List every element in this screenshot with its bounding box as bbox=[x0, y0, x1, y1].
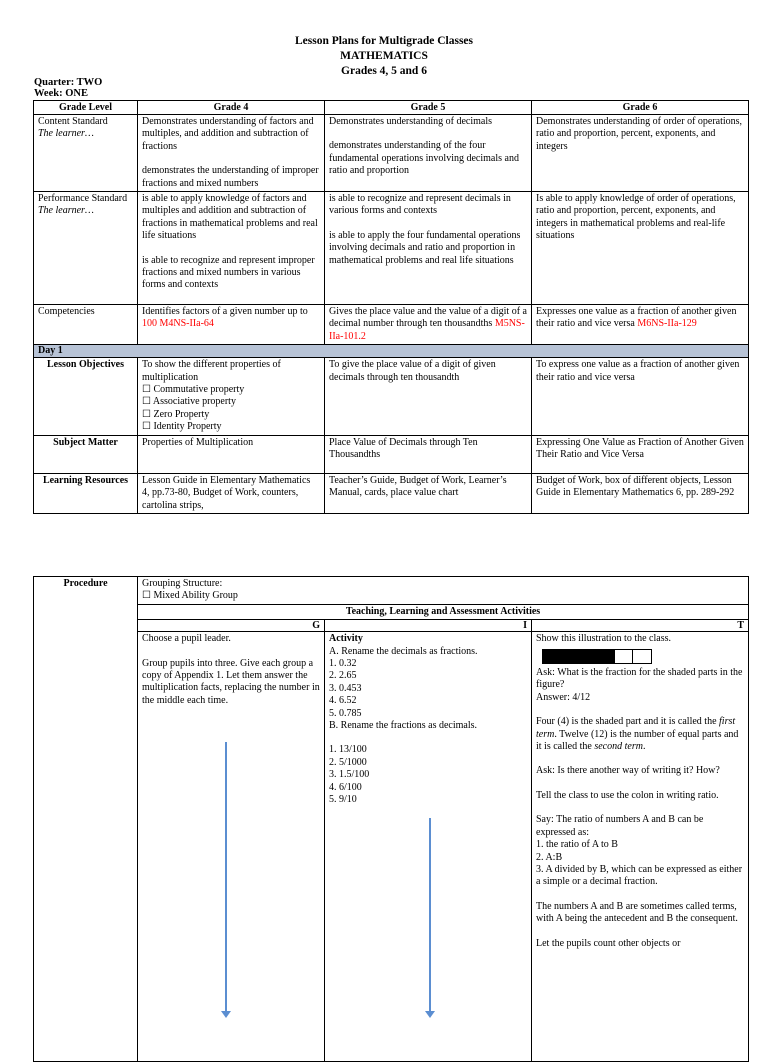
row-label-text: Performance Standard bbox=[38, 193, 128, 205]
text-run: Four (4) is the shaded part and it is called the bbox=[536, 716, 720, 728]
g-paragraph: Group pupils into three. Give each group a copy of Appendix 1. Let them answer the multiplication facts, replacing the number in the middle each time. bbox=[142, 657, 320, 706]
resources-g5: Teacher’s Guide, Budget of Work, Learner’s Manual, cards, place value chart bbox=[325, 473, 532, 513]
list-item: 1. 13/100 bbox=[329, 744, 367, 756]
subject-matter-g5: Place Value of Decimals through Ten Thousandths bbox=[325, 435, 532, 473]
objective-item bbox=[142, 421, 320, 433]
list-item: 1. 0.32 bbox=[329, 658, 357, 670]
competencies-g5 bbox=[325, 305, 532, 345]
cell-text: Demonstrates understanding of factors and multiples, and addition and subtraction of fractions bbox=[142, 116, 314, 152]
cell-text: Expresses one value as a fraction of another given their ratio and vice versa bbox=[536, 306, 737, 330]
resources-row bbox=[34, 473, 749, 513]
content-standard-g6 bbox=[532, 115, 749, 192]
procedure-table bbox=[33, 576, 749, 1062]
unshaded-cell bbox=[615, 650, 633, 663]
checkbox-icon: ☐ bbox=[142, 384, 151, 396]
competency-code: M5NS-IIa-101.2 bbox=[329, 318, 525, 342]
subject-matter-g4: Properties of Multiplication bbox=[138, 435, 325, 473]
down-arrow-icon bbox=[225, 742, 227, 1012]
performance-standard-label bbox=[34, 192, 138, 305]
objective-item bbox=[142, 409, 320, 421]
shaded-cell bbox=[579, 650, 597, 663]
text-run-italic: first term bbox=[536, 716, 736, 740]
activities-row bbox=[34, 632, 749, 1062]
activities-title: Teaching, Learning and Assessment Activities bbox=[138, 604, 749, 619]
header-grade-6: Grade 6 bbox=[532, 101, 749, 115]
cell-text: Demonstrates understanding of order of operations, ratio and proportion, percent, exponents, and integers bbox=[536, 116, 743, 152]
performance-standard-row bbox=[34, 192, 749, 305]
objective-item bbox=[142, 384, 320, 396]
competency-code: M6NS-IIa-129 bbox=[637, 318, 697, 330]
t-paragraph bbox=[536, 716, 744, 753]
subject-matter-g6: Expressing One Value as Fraction of Another Given Their Ratio and Vice Versa bbox=[532, 435, 749, 473]
grouping-item bbox=[142, 590, 744, 602]
header-title: Lesson Plans for Multigrade Classes bbox=[294, 35, 474, 47]
objectives-g5: To give the place value of a digit of given decimals through ten thousandth bbox=[325, 358, 532, 435]
objective-item-text: Zero Property bbox=[153, 408, 210, 420]
week-label: Week: ONE bbox=[34, 88, 88, 99]
objectives-label: Lesson Objectives bbox=[34, 358, 138, 435]
day-label: Day 1 bbox=[34, 345, 749, 358]
quarter-label: Quarter: TWO bbox=[34, 77, 103, 88]
list-item: 2. 2.65 bbox=[329, 670, 357, 682]
column-i-label: I bbox=[325, 620, 532, 632]
list-item: 5. 9/10 bbox=[329, 794, 357, 806]
grouping-cell bbox=[138, 577, 749, 605]
t-paragraph: Say: The ratio of numbers A and B can be expressed as: bbox=[536, 814, 704, 838]
competencies-row bbox=[34, 305, 749, 345]
competency-code: 100 M4NS-IIa-64 bbox=[142, 318, 214, 330]
text-run: . Twelve (12) is the number of equal parts and it is called the bbox=[536, 728, 739, 753]
objectives-g4 bbox=[138, 358, 325, 435]
content-standard-g5 bbox=[325, 115, 532, 192]
standards-table bbox=[33, 100, 749, 514]
subject-matter-row bbox=[34, 435, 749, 473]
fraction-illustration bbox=[542, 649, 652, 664]
objective-item-text: Commutative property bbox=[153, 384, 245, 396]
text-run: . bbox=[642, 741, 646, 753]
cell-text: demonstrates the understanding of improper fractions and mixed numbers bbox=[142, 165, 319, 189]
cell-text: is able to recognize and represent decimals in various forms and contexts bbox=[329, 193, 511, 217]
competencies-label: Competencies bbox=[34, 305, 138, 345]
competencies-g4 bbox=[138, 305, 325, 345]
content-standard-row bbox=[34, 115, 749, 192]
content-standard-label bbox=[34, 115, 138, 192]
header-subject: MATHEMATICS bbox=[340, 50, 428, 62]
t-question: Ask: Is there another way of writing it? How? bbox=[536, 765, 720, 777]
list-item: 5. 0.785 bbox=[329, 707, 362, 719]
shaded-cell bbox=[597, 650, 615, 663]
competencies-g6 bbox=[532, 305, 749, 345]
content-standard-g4 bbox=[138, 115, 325, 192]
list-item: 2. A:B bbox=[536, 851, 563, 863]
column-g-label: G bbox=[138, 620, 325, 632]
down-arrow-icon bbox=[429, 818, 431, 1012]
performance-standard-g5 bbox=[325, 192, 532, 305]
table-header-row bbox=[34, 101, 749, 115]
cell-text: is able to apply knowledge of factors and multiples and addition and subtraction of fractions in mathematical problems and real life situations bbox=[142, 193, 318, 242]
header-grade-5: Grade 5 bbox=[325, 101, 532, 115]
grouping-row bbox=[34, 577, 749, 605]
shaded-cell bbox=[561, 650, 579, 663]
cell-text: Demonstrates understanding of decimals bbox=[329, 116, 493, 127]
list-item: 3. 0.453 bbox=[329, 682, 362, 694]
shaded-cell bbox=[543, 650, 561, 663]
performance-standard-g4 bbox=[138, 192, 325, 305]
activity-part-b: B. Rename the fractions as decimals. bbox=[329, 720, 478, 732]
checkbox-icon: ☐ bbox=[142, 590, 151, 602]
performance-standard-g6 bbox=[532, 192, 749, 305]
cell-text: is able to apply the four fundamental operations involving decimals and ratio and proportion in mathematical problems and real life situations bbox=[329, 229, 521, 266]
t-paragraph: The numbers A and B are sometimes called terms, with A being the antecedent and B the consequent. bbox=[536, 900, 738, 925]
day-row bbox=[34, 345, 749, 358]
activities-title-row bbox=[34, 604, 749, 619]
header-grades: Grades 4, 5 and 6 bbox=[341, 65, 427, 77]
cell-text: demonstrates understanding of the four fundamental operations involving decimals and ratio and proportion bbox=[329, 140, 519, 177]
t-paragraph: Tell the class to use the colon in writing ratio. bbox=[536, 789, 719, 801]
column-t-label: T bbox=[532, 620, 749, 632]
activity-i-cell bbox=[325, 632, 532, 1062]
objective-item-text: Identity Property bbox=[153, 421, 222, 433]
checkbox-icon: ☐ bbox=[142, 396, 151, 408]
row-label-italic: The learner… bbox=[38, 128, 94, 140]
cell-text: Identifies factors of a given number up to bbox=[142, 306, 308, 318]
header-grade-4: Grade 4 bbox=[138, 101, 325, 115]
t-question: Ask: What is the fraction for the shaded parts in the figure? bbox=[536, 667, 743, 691]
objective-item bbox=[142, 396, 320, 408]
cell-text: To show the different properties of multiplication bbox=[142, 359, 281, 383]
document-header bbox=[0, 34, 768, 79]
activity-title: Activity bbox=[329, 633, 363, 645]
header-grade-level: Grade Level bbox=[34, 101, 138, 115]
objective-item-text: Associative property bbox=[152, 396, 236, 408]
t-answer: Answer: 4/12 bbox=[536, 691, 591, 703]
checkbox-icon: ☐ bbox=[142, 421, 151, 433]
resources-g4: Lesson Guide in Elementary Mathematics 4, pp.73-80, Budget of Work, counters, cartolina strips, bbox=[138, 473, 325, 513]
row-label-text: Content Standard bbox=[38, 116, 108, 127]
list-item: 3. 1.5/100 bbox=[329, 769, 370, 781]
activity-part-a: A. Rename the decimals as fractions. bbox=[329, 645, 478, 657]
meta-block bbox=[34, 77, 102, 99]
list-item: 4. 6.52 bbox=[329, 695, 357, 707]
list-item: 2. 5/1000 bbox=[329, 756, 367, 768]
column-letters-row bbox=[34, 620, 749, 632]
cell-text: Is able to apply knowledge of order of operations, ratio and proportion, percent, exponents, and integers in mathematical problems and real-life situations bbox=[536, 193, 736, 242]
list-item: 4. 6/100 bbox=[329, 781, 362, 793]
subject-matter-label: Subject Matter bbox=[34, 435, 138, 473]
resources-label: Learning Resources bbox=[34, 473, 138, 513]
procedure-label: Procedure bbox=[34, 577, 138, 1062]
cell-text: Gives the place value and the value of a digit of a decimal number through ten thousandths bbox=[329, 306, 527, 330]
activity-g-cell bbox=[138, 632, 325, 1062]
checkbox-icon: ☐ bbox=[142, 408, 151, 420]
t-paragraph: Show this illustration to the class. bbox=[536, 633, 671, 645]
text-run-italic: second term bbox=[594, 741, 643, 753]
unshaded-cell bbox=[633, 650, 651, 663]
activity-t-cell bbox=[532, 632, 749, 1062]
grouping-item-text: Mixed Ability Group bbox=[153, 590, 238, 602]
objectives-g6: To express one value as a fraction of another given their ratio and vice versa bbox=[532, 358, 749, 435]
grouping-title: Grouping Structure: bbox=[142, 578, 223, 589]
list-item: 3. A divided by B, which can be expressed as either a simple or a decimal fraction. bbox=[536, 863, 743, 888]
cell-text: is able to recognize and represent improper fractions and mixed numbers in various forms and contexts bbox=[142, 254, 315, 291]
row-label-italic: The learner… bbox=[38, 205, 94, 217]
list-item: 1. the ratio of A to B bbox=[536, 839, 618, 851]
t-paragraph: Let the pupils count other objects or bbox=[536, 937, 681, 949]
g-paragraph: Choose a pupil leader. bbox=[142, 633, 231, 645]
resources-g6: Budget of Work, box of different objects, Lesson Guide in Elementary Mathematics 6, pp. 289-292 bbox=[532, 473, 749, 513]
objectives-row bbox=[34, 358, 749, 435]
